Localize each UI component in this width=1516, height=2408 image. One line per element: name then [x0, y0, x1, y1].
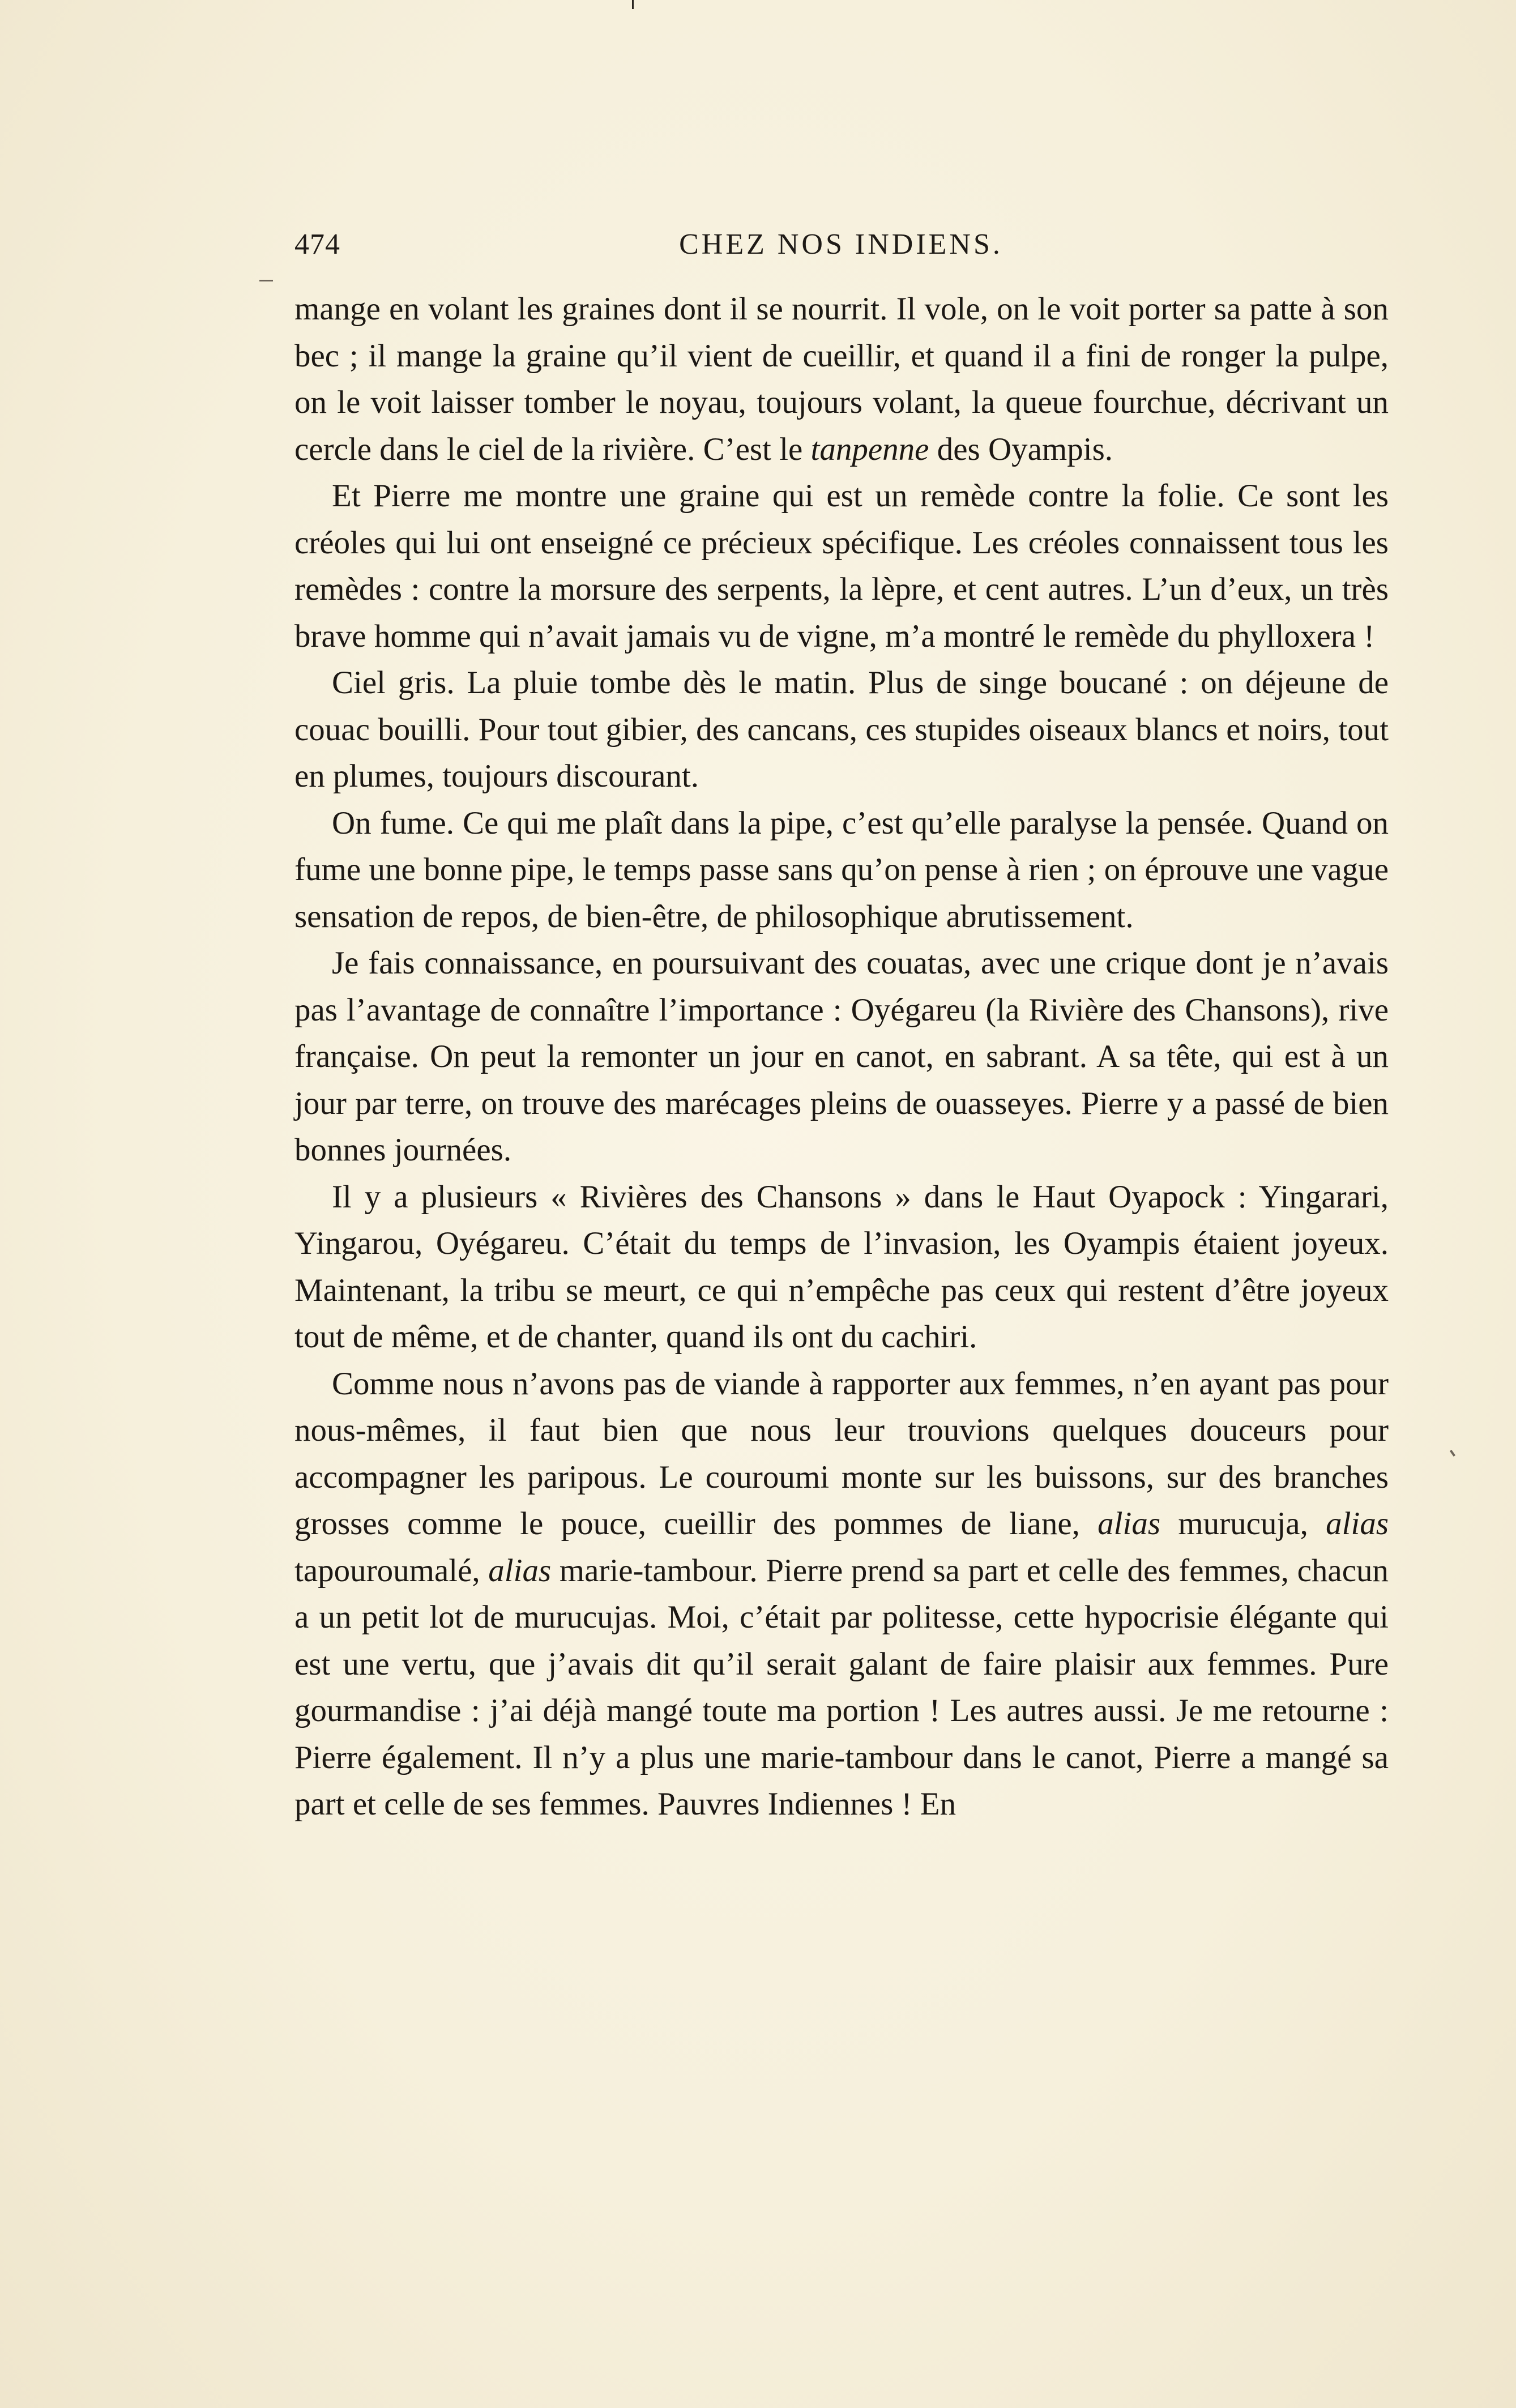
scan-mark — [259, 280, 273, 281]
text-segment: tapouroumalé, — [294, 1552, 489, 1589]
paragraph — [294, 1361, 1389, 1828]
paragraph — [294, 660, 1389, 800]
page-header — [294, 228, 1387, 273]
text-segment: mange en volant les graines dont il se nourrit. Il vole, on le voit porter sa patte à son bec ; il mange la graine qu’il vient de cueillir, et quand il a fini de ronger la pulpe, on le voit laisser tomber le noyau, toujours volant, la queue fourchue, décrivant un cercle dans le ciel de la rivière. C’est le — [294, 291, 1389, 467]
text-segment: Je fais connaissance, en poursuivant des couatas, avec une crique dont je n’avais pas l’avantage de connaître l’importance : Oyégareu (la Rivière des Chansons), rive française. On peut la remonter un jour en canot, en sabrant. A sa tête, qui est à un jour par terre, on trouve des marécages pleins de ouasseyes. Pierre y a passé de bien bonnes journées. — [294, 945, 1389, 1168]
text-segment: On fume. Ce qui me plaît dans la pipe, c’est qu’elle paralyse la pensée. Quand on fume une bonne pipe, le temps passe sans qu’on pense à rien ; on éprouve une vague sensation de repos, de bien-être, de philosophique abrutissement. — [294, 805, 1389, 934]
text-segment: des Oyampis. — [929, 431, 1113, 467]
italic-text: alias — [488, 1552, 552, 1589]
paragraph — [294, 1174, 1389, 1361]
paragraph — [294, 473, 1389, 660]
scan-mark — [1450, 1450, 1455, 1457]
text-segment: Il y a plusieurs « Rivières des Chansons » dans le Haut Oyapock : Yingarari, Yingarou, Oyégareu. C’était du temps de l’invasion, les Oyampis étaient joyeux. Maintenant, la tribu se meurt, ce qui n’empêche pas ceux qui restent d’être joyeux tout de même, et de chanter, quand ils ont du cachiri. — [294, 1179, 1389, 1355]
text-segment: Comme nous n’avons pas de viande à rapporter aux femmes, n’en ayant pas pour nous-mêmes, il faut bien que nous leur trouvions quelques douceurs pour accompagner les paripous. Le couroumi monte sur les buissons, sur des branches grosses comme le pouce, cueillir des pommes de liane, — [294, 1365, 1389, 1542]
paragraph — [294, 940, 1389, 1174]
italic-text: alias — [1098, 1506, 1161, 1542]
body-text — [294, 286, 1389, 1828]
italic-text: tanpenne — [810, 431, 929, 467]
italic-text: alias — [1326, 1506, 1389, 1542]
page-number: 474 — [294, 228, 340, 261]
scan-mark — [632, 0, 634, 9]
text-segment: marie-tambour. Pierre prend sa part et celle des femmes, chacun a un petit lot de murucujas. Moi, c’était par politesse, cette hypocrisie élégante qui est une vertu, que j’avais dit qu’il serait galant de faire plaisir aux femmes. Pure gourmandise : j’ai déjà mangé toute ma portion ! Les autres aussi. Je me retourne : Pierre également. Il n’y a plus une marie-tambour dans le canot, Pierre a mangé sa part et celle de ses femmes. Pauvres Indiennes ! En — [294, 1552, 1389, 1822]
paragraph — [294, 286, 1389, 473]
paragraph — [294, 800, 1389, 941]
running-head: CHEZ NOS INDIENS. — [679, 228, 1003, 261]
text-segment: Ciel gris. La pluie tombe dès le matin. Plus de singe boucané : on déjeune de couac bouilli. Pour tout gibier, des cancans, ces stupides oiseaux blancs et noirs, tout en plumes, toujours discourant. — [294, 665, 1389, 794]
text-segment: murucuja, — [1160, 1506, 1326, 1542]
text-segment: Et Pierre me montre une graine qui est un remède contre la folie. Ce sont les créoles qui lui ont enseigné ce précieux spécifique. Les créoles connaissent tous les remèdes : contre la morsure des serpents, la lèpre, et cent autres. L’un d’eux, un très brave homme qui n’avait jamais vu de vigne, m’a montré le remède du phylloxera ! — [294, 478, 1389, 654]
